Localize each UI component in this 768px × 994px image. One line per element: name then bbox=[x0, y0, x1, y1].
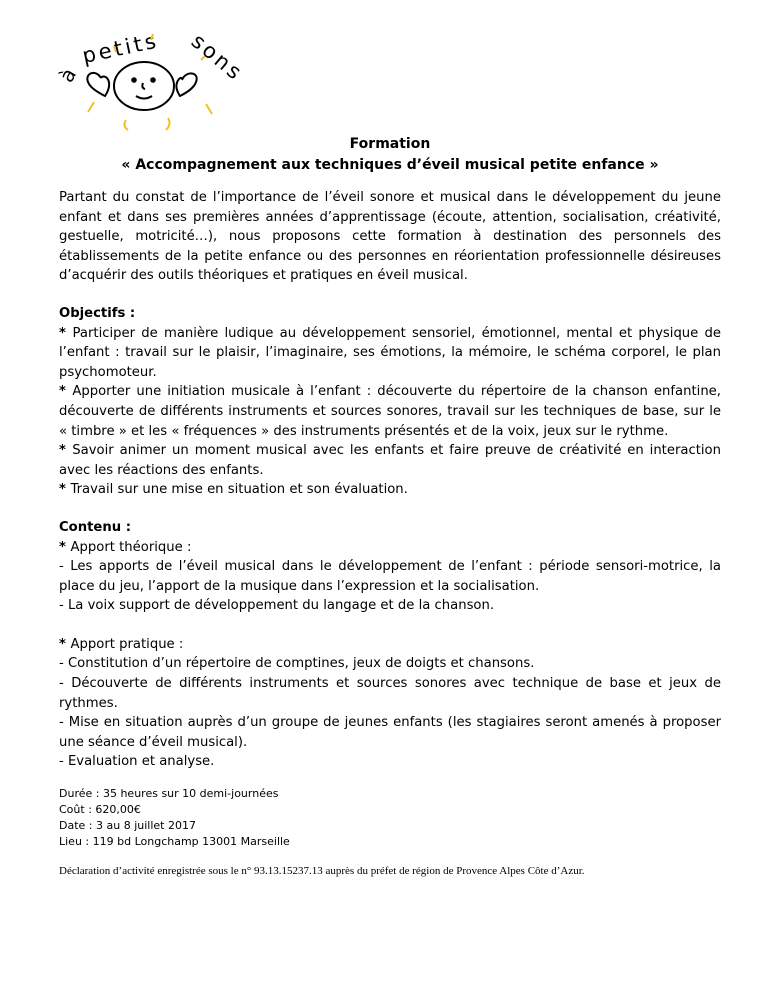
logo-text-petits: petits bbox=[80, 28, 161, 69]
objectif-item: * Participer de manière ludique au développement sensoriel, émotionnel, mental et physique de l’enfant : travail sur le plaisir, l’imaginaire, ses émotions, la mémoire, le schéma corporel, le plan psychomoteur. bbox=[59, 325, 721, 380]
pratique-line: - Evaluation et analyse. bbox=[59, 754, 215, 770]
document-subtitle: « Accompagnement aux techniques d’éveil musical petite enfance » bbox=[121, 157, 659, 173]
theorique-line: - La voix support de développement du langage et de la chanson. bbox=[59, 598, 495, 614]
pratique-line: - Constitution d’un répertoire de comptines, jeux de doigts et chansons. bbox=[59, 656, 535, 672]
logo-text-a: à bbox=[54, 63, 82, 87]
document-title: Formation bbox=[349, 136, 431, 152]
pratique-line: - Mise en situation auprès d’un groupe de jeunes enfants (les stagiaires seront amenés à proposer une séance d’éveil musical). bbox=[59, 715, 721, 750]
objectif-item: * Apporter une initiation musicale à l’enfant : découverte du répertoire de la chanson enfantine, découverte de différents instruments et sources sonores, travail sur les techniques de base, sur le « timbre » et les « fréquences » des instruments présentés et de la voix, jeux sur le rythme. bbox=[59, 384, 721, 439]
info-date: Date : 3 au 8 juillet 2017 bbox=[59, 819, 196, 833]
intro-paragraph: Partant du constat de l’importance de l’éveil sonore et musical dans le développement du jeune enfant et dans ses premières années d’apprentissage (écoute, attention, socialisation, créativité, gestuelle, motricité…), nous proposons cette formation à destination des personnels des établissements de la petite enfance ou des personnes en réorientation professionnelle désireuses d’acquérir des outils théoriques et pratiques en éveil musical. bbox=[59, 190, 721, 284]
contenu-section bbox=[59, 518, 721, 772]
pratique-line: - Découverte de différents instruments et sources sonores avec technique de base et jeux de rythmes. bbox=[59, 676, 721, 711]
declaration-text: Déclaration d’activité enregistrée sous le n° 93.13.15237.13 auprès du préfet de région de Provence Alpes Côte d’Azur. bbox=[59, 865, 585, 878]
apport-pratique-label: * Apport pratique : bbox=[59, 636, 184, 652]
logo bbox=[54, 10, 249, 136]
apport-theorique-label: * Apport théorique : bbox=[59, 539, 192, 555]
info-lieu: Lieu : 119 bd Longchamp 13001 Marseille bbox=[59, 835, 290, 849]
left-heart-icon bbox=[87, 73, 109, 96]
contenu-heading: Contenu : bbox=[59, 519, 132, 535]
info-duree: Durée : 35 heures sur 10 demi-journées bbox=[59, 787, 279, 801]
objectifs-heading: Objectifs : bbox=[59, 305, 136, 321]
logo-text-sons: sons bbox=[186, 28, 249, 86]
objectifs-section bbox=[59, 304, 721, 500]
objectif-item: * Savoir animer un moment musical avec les enfants et faire preuve de créativité en interaction avec les réactions des enfants. bbox=[59, 443, 721, 478]
right-heart-icon bbox=[176, 73, 196, 96]
practical-info bbox=[59, 786, 721, 850]
document-content bbox=[59, 134, 721, 879]
objectif-item: * Travail sur une mise en situation et son évaluation. bbox=[59, 482, 408, 498]
smiley-face-icon bbox=[114, 62, 174, 110]
info-cout: Coût : 620,00€ bbox=[59, 803, 141, 817]
theorique-line: - Les apports de l’éveil musical dans le développement de l’enfant : période sensori-motrice, la place du jeu, l’apport de la musique dans l’expression et la socialisation. bbox=[59, 559, 721, 594]
